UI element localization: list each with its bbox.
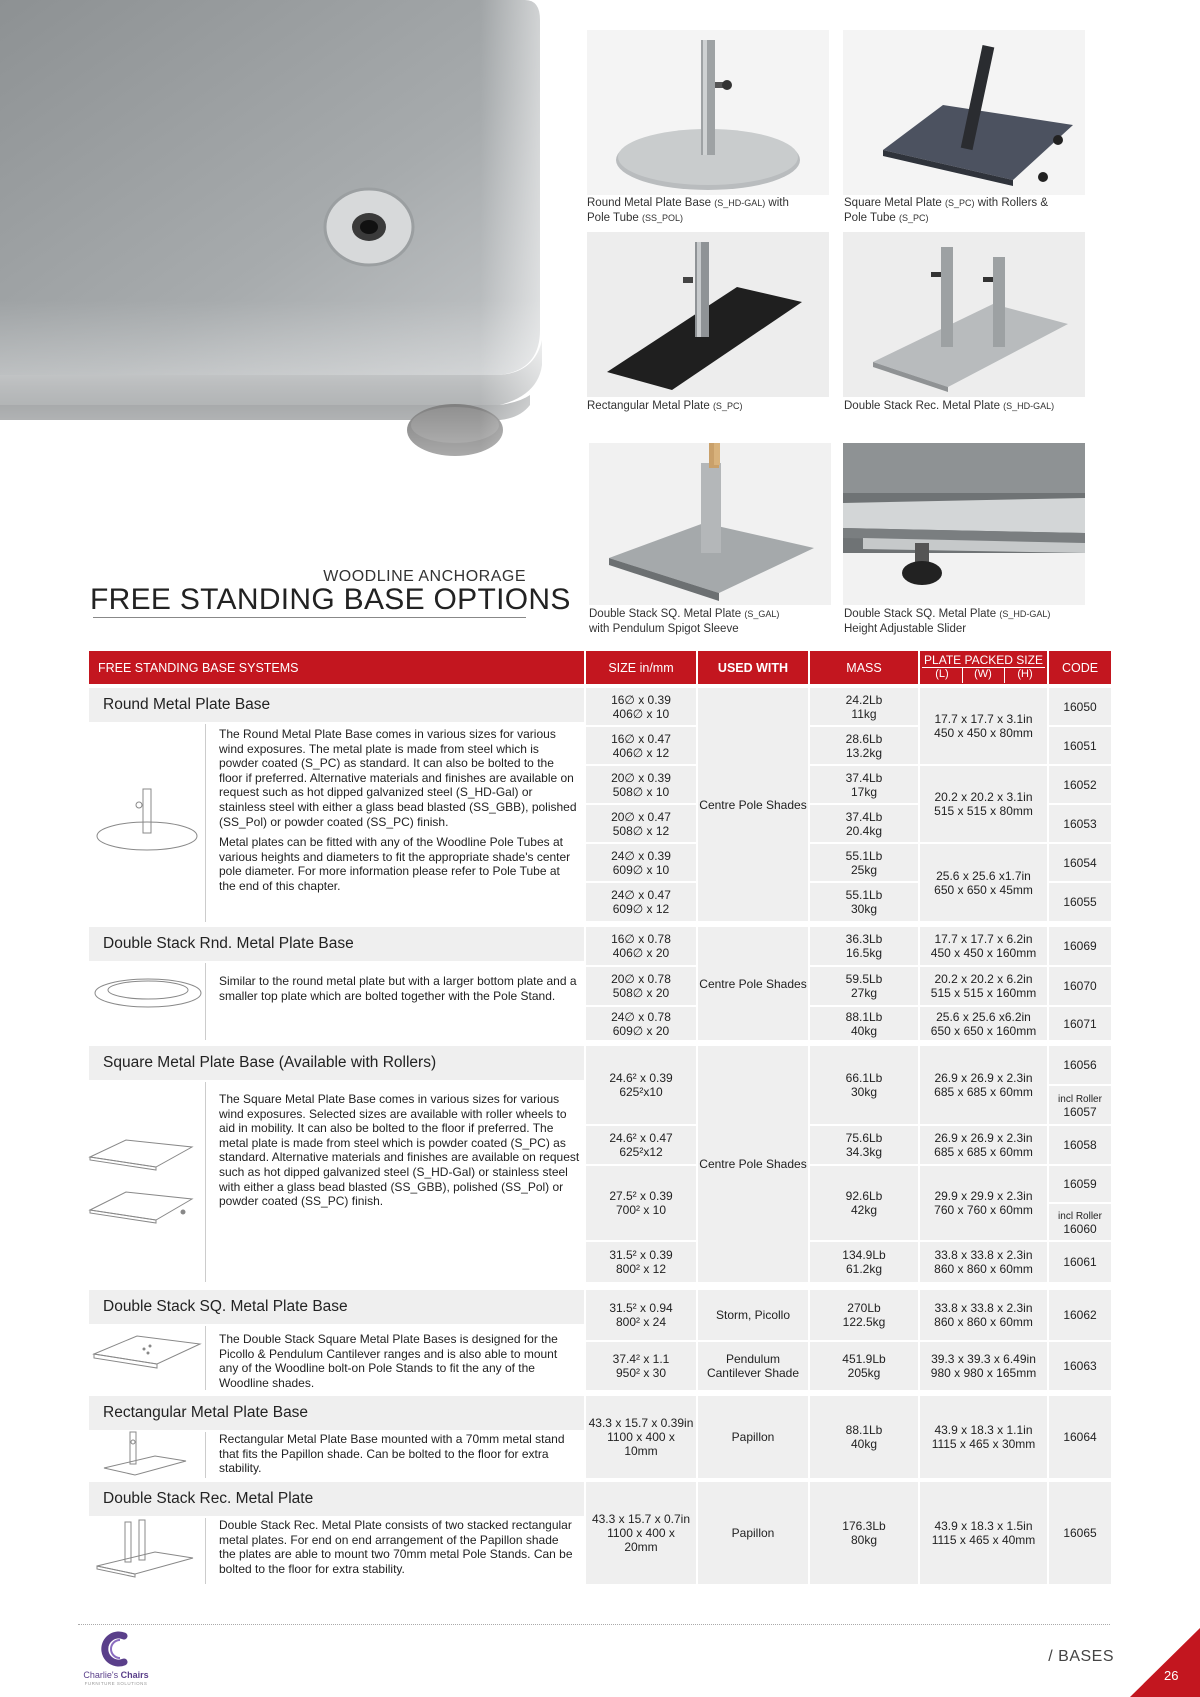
- photo-double-stack-sq-pendulum: [589, 443, 831, 605]
- description-square-metal-plate: The Square Metal Plate Base comes in various sizes for various wind exposures. Selected sizes are available with roller wheels to aid in mobility. It can also be bolted to the floor if preferred. The metal plate is made from steel which is powder coated (S_PC) as standard. Alternative materials and finishes are available on request such as hot dipped galvanized steel (S_HD-Gal) or stainless steel with either a glass bead blasted (SS_GBB), polished (SS_Pol) or powder coated (SS_PC) finish.: [219, 1092, 580, 1209]
- mass-16058: 75.6Lb 34.3kg: [810, 1126, 918, 1164]
- mass-16051: 28.6Lb 13.2kg: [810, 727, 918, 764]
- photo-round-metal-plate: [587, 30, 829, 195]
- header-h: (H): [1017, 668, 1033, 680]
- brand-name: Charlie's Chairs: [83, 1670, 149, 1680]
- mass-16052: 37.4Lb 17kg: [810, 766, 918, 803]
- caption-rectangular-metal-plate: Rectangular Metal Plate (S_PC): [587, 400, 743, 412]
- section-title-rectangular-plate: Rectangular Metal Plate Base: [89, 1396, 584, 1430]
- mass-16069: 36.3Lb 16.5kg: [810, 927, 918, 965]
- code-16057-cell: [1049, 1086, 1111, 1124]
- thumbnail-double-stack-sq: [92, 1332, 202, 1387]
- mass-16071: 88.1Lb 40kg: [810, 1007, 918, 1040]
- size-16055: 24∅ x 0.47 609∅ x 12: [586, 883, 696, 921]
- caption-double-stack-rec-plate: Double Stack Rec. Metal Plate (S_HD-GAL): [844, 400, 1055, 412]
- header-l: (L): [935, 668, 949, 680]
- thumbnail-rectangular-plate: [100, 1428, 190, 1483]
- caption-double-stack-sq-slider: Double Stack SQ. Metal Plate (S_HD-GAL) Height Adjustable Slider: [844, 608, 1051, 635]
- packed-size-16071: 25.6 x 25.6 x6.2in 650 x 650 x 160mm: [920, 1007, 1047, 1040]
- thumbnail-double-stack-rnd: [93, 975, 203, 1016]
- code-16063: 16063: [1049, 1342, 1111, 1390]
- title-divider: [93, 617, 526, 618]
- size-16063: 37.4² x 1.1 950² x 30: [586, 1342, 696, 1390]
- hero-photo-square-plate-closeup: [0, 0, 600, 560]
- caption-round-metal-plate: Round Metal Plate Base (S_HD-GAL) with Pole Tube (SS_POL): [587, 197, 789, 224]
- packed-size-16064: 43.9 x 18.3 x 1.1in 1115 x 465 x 30mm: [920, 1396, 1047, 1478]
- size-16070: 20∅ x 0.78 508∅ x 20: [586, 967, 696, 1005]
- header-mass: MASS: [810, 651, 918, 684]
- used-with-16064: Papillon: [698, 1396, 808, 1478]
- footer-divider: [78, 1624, 1110, 1625]
- section-title-double-stack-sq: Double Stack SQ. Metal Plate Base: [89, 1290, 584, 1324]
- mass-16061: 134.9Lb 61.2kg: [810, 1242, 918, 1282]
- caption-double-stack-sq-pendulum: Double Stack SQ. Metal Plate (S_GAL) with Pendulum Spigot Sleeve: [589, 608, 780, 635]
- roller-note: incl Roller: [1058, 1094, 1102, 1105]
- size-16071: 24∅ x 0.78 609∅ x 20: [586, 1007, 696, 1040]
- size-16061: 31.5² x 0.39 800² x 12: [586, 1242, 696, 1282]
- description-double-stack-rnd: Similar to the round metal plate but with a larger bottom plate and a smaller top plate which are bolted together with the Pole Stand.: [219, 974, 577, 1003]
- thumbnail-round-metal-plate: [95, 785, 200, 860]
- thumbnail-square-metal-plate: [88, 1132, 198, 1237]
- section-title-round-metal-plate: Round Metal Plate Base: [89, 688, 584, 722]
- header-base-systems: FREE STANDING BASE SYSTEMS: [89, 651, 584, 684]
- packed-size-16063: 39.3 x 39.3 x 6.49in 980 x 980 x 165mm: [920, 1342, 1047, 1390]
- code-16069: 16069: [1049, 927, 1111, 965]
- header-w: (W): [974, 668, 992, 680]
- used-with-square-plate: Centre Pole Shades: [698, 1046, 808, 1282]
- photo-double-stack-sq-slider: [843, 443, 1085, 605]
- section-label: / BASES: [1048, 1648, 1114, 1665]
- photo-rectangular-metal-plate: [587, 232, 829, 397]
- size-16062: 31.5² x 0.94 800² x 24: [586, 1290, 696, 1340]
- code-16060: 16060: [1063, 1222, 1097, 1236]
- size-16065: 43.3 x 15.7 x 0.7in 1100 x 400 x 20mm: [586, 1482, 696, 1584]
- size-16064: 43.3 x 15.7 x 0.39in 1100 x 400 x 10mm: [586, 1396, 696, 1478]
- size-16056-16057: 24.6² x 0.39 625²x10: [586, 1046, 696, 1124]
- size-16052: 20∅ x 0.39 508∅ x 10: [586, 766, 696, 803]
- roller-note: incl Roller: [1058, 1211, 1102, 1222]
- code-16061: 16061: [1049, 1242, 1111, 1282]
- mass-16070: 59.5Lb 27kg: [810, 967, 918, 1005]
- packed-size-16062: 33.8 x 33.8 x 2.3in 860 x 860 x 60mm: [920, 1290, 1047, 1340]
- photo-double-stack-rec-plate: [843, 232, 1085, 397]
- section-title-double-stack-rec: Double Stack Rec. Metal Plate: [89, 1482, 584, 1516]
- description-round-metal-plate: The Round Metal Plate Base comes in various sizes for various wind exposures. The metal plate is made from steel which is powder coated (S_PC) as standard. It can also be bolted to the floor if preferred. Alternative materials and finishes are available on request such as hot dipped galvanized steel (S_HD-Gal) or stainless steel with either a glass bead blasted (SS_GBB), polished (SS_Pol) or powder coated (SS_PC) finish. Metal plates can be fitted with any of the Woodline Pole Tubes at various heights and diameters to fit the appropriate shade's center pole diameter. For more information please refer to Pole Tube at the end of this chapter.: [219, 727, 577, 893]
- packed-size-16061: 33.8 x 33.8 x 2.3in 860 x 860 x 60mm: [920, 1242, 1047, 1282]
- used-with-round-plate: Centre Pole Shades: [698, 688, 808, 921]
- caption-square-metal-plate: Square Metal Plate (S_PC) with Rollers & Pole Tube (S_PC): [844, 197, 1049, 224]
- packed-size-16069: 17.7 x 17.7 x 6.2in 450 x 450 x 160mm: [920, 927, 1047, 965]
- used-with-16065: Papillon: [698, 1482, 808, 1584]
- mass-16054: 55.1Lb 25kg: [810, 844, 918, 881]
- packed-size-16065: 43.9 x 18.3 x 1.5in 1115 x 465 x 40mm: [920, 1482, 1047, 1584]
- section-title-double-stack-rnd: Double Stack Rnd. Metal Plate Base: [89, 927, 584, 961]
- header-code: CODE: [1049, 651, 1111, 684]
- description-rectangular-plate: Rectangular Metal Plate Base mounted with a 70mm metal stand that fits the Papillon shade. Can be bolted to the floor for extra stability.: [219, 1432, 565, 1476]
- mass-16062: 270Lb 122.5kg: [810, 1290, 918, 1340]
- code-16057: 16057: [1063, 1105, 1097, 1119]
- code-16059: 16059: [1049, 1166, 1111, 1202]
- packed-size-16059-16060: 29.9 x 29.9 x 2.3in 760 x 760 x 60mm: [920, 1166, 1047, 1240]
- code-16065: 16065: [1049, 1482, 1111, 1584]
- mass-16053: 37.4Lb 20.4kg: [810, 805, 918, 842]
- header-size: SIZE in/mm: [586, 651, 696, 684]
- code-16052: 16052: [1049, 766, 1111, 803]
- section-title-square-metal-plate: Square Metal Plate Base (Available with Rollers): [89, 1046, 584, 1080]
- mass-16064: 88.1Lb 40kg: [810, 1396, 918, 1478]
- photo-square-metal-plate-rollers: [843, 30, 1085, 195]
- size-16069: 16∅ x 0.78 406∅ x 20: [586, 927, 696, 965]
- code-16060-cell: [1049, 1204, 1111, 1240]
- packed-size-16056-16057: 26.9 x 26.9 x 2.3in 685 x 685 x 60mm: [920, 1046, 1047, 1124]
- packed-size-16070: 20.2 x 20.2 x 6.2in 515 x 515 x 160mm: [920, 967, 1047, 1005]
- code-16051: 16051: [1049, 727, 1111, 764]
- code-16064: 16064: [1049, 1396, 1111, 1478]
- header-plate-packed-label: PLATE PACKED SIZE: [924, 653, 1043, 667]
- page-title: FREE STANDING BASE OPTIONS: [90, 583, 571, 616]
- mass-16063: 451.9Lb 205kg: [810, 1342, 918, 1390]
- code-16055: 16055: [1049, 883, 1111, 921]
- code-16056: 16056: [1049, 1046, 1111, 1084]
- mass-16055: 55.1Lb 30kg: [810, 883, 918, 921]
- size-16058: 24.6² x 0.47 625²x12: [586, 1126, 696, 1164]
- size-16054: 24∅ x 0.39 609∅ x 10: [586, 844, 696, 881]
- code-16071: 16071: [1049, 1007, 1111, 1040]
- code-16053: 16053: [1049, 805, 1111, 842]
- packed-size-16052-16053: 20.2 x 20.2 x 3.1in 515 x 515 x 80mm: [920, 766, 1047, 842]
- code-16054: 16054: [1049, 844, 1111, 881]
- size-16053: 20∅ x 0.47 508∅ x 12: [586, 805, 696, 842]
- mass-16065: 176.3Lb 80kg: [810, 1482, 918, 1584]
- mass-16056-16057: 66.1Lb 30kg: [810, 1046, 918, 1124]
- brand-tagline: FURNITURE SOLUTIONS: [84, 1681, 148, 1686]
- header-used-with: USED WITH: [698, 651, 808, 684]
- used-with-double-stack-rnd: Centre Pole Shades: [698, 927, 808, 1040]
- thumbnail-double-stack-rec: [95, 1516, 195, 1585]
- description-double-stack-rec: Double Stack Rec. Metal Plate consists of two stacked rectangular metal plates. For end on end arrangement of the Papillon shade the plates are able to mount two 70mm metal Pole Stands. Can be bolted to the floor for extra stability.: [219, 1518, 573, 1576]
- code-16058: 16058: [1049, 1126, 1111, 1164]
- mass-16050: 24.2Lb 11kg: [810, 688, 918, 725]
- description-double-stack-sq: The Double Stack Square Metal Plate Bases is designed for the Picollo & Pendulum Cantilever ranges and is also able to mount any of the Woodline bolt-on Pole Stands to fit the any of the Woodline shades.: [219, 1332, 558, 1390]
- size-16051: 16∅ x 0.47 406∅ x 12: [586, 727, 696, 764]
- section-kicker: WOODLINE ANCHORAGE: [323, 568, 526, 585]
- packed-size-16050-16051: 17.7 x 17.7 x 3.1in 450 x 450 x 80mm: [920, 688, 1047, 764]
- code-16050: 16050: [1049, 688, 1111, 725]
- size-16059-16060: 27.5² x 0.39 700² x 10: [586, 1166, 696, 1240]
- code-16062: 16062: [1049, 1290, 1111, 1340]
- used-with-16062: Storm, Picollo: [698, 1290, 808, 1340]
- header-plate-packed-size: [920, 651, 1047, 684]
- mass-16059-16060: 92.6Lb 42kg: [810, 1166, 918, 1240]
- page-number: 26: [1164, 1668, 1179, 1683]
- size-16050: 16∅ x 0.39 406∅ x 10: [586, 688, 696, 725]
- packed-size-16058: 26.9 x 26.9 x 2.3in 685 x 685 x 60mm: [920, 1126, 1047, 1164]
- packed-size-16054-16055: 25.6 x 25.6 x1.7in 650 x 650 x 45mm: [920, 844, 1047, 921]
- page-corner-triangle: [1130, 1628, 1200, 1697]
- used-with-16063: Pendulum Cantilever Shade: [698, 1342, 808, 1390]
- code-16070: 16070: [1049, 967, 1111, 1005]
